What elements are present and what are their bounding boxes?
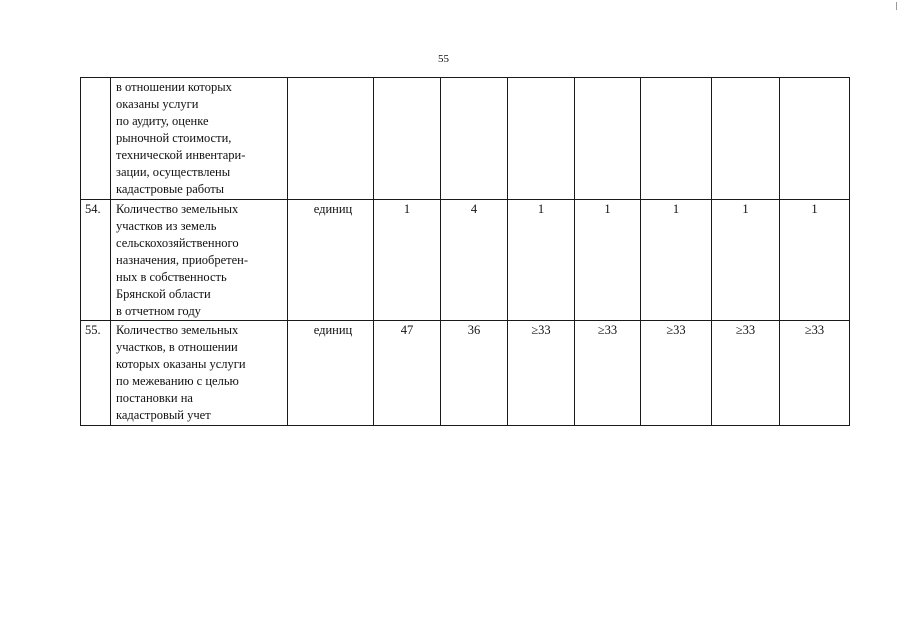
value-cell: 1 [780,200,850,321]
page-number: 55 [438,53,449,65]
value-cell [641,78,712,200]
row-number: 55. [81,321,111,426]
table-row [81,78,850,200]
value-cell: 47 [374,321,441,426]
value-cell: ≥33 [712,321,780,426]
page-edge-mark [896,2,897,10]
value-cell: 36 [441,321,508,426]
table-row [81,200,850,321]
value-cell: ≥33 [508,321,575,426]
indicator-description: Количество земельных участков из земель сельскохозяйственного назначения, приобретен- ных в собственность Брянской области в отчетном году [111,200,288,321]
value-cell: ≥33 [641,321,712,426]
value-cell [374,78,441,200]
value-cell: 1 [575,200,641,321]
value-cell: ≥33 [575,321,641,426]
value-cell: 1 [374,200,441,321]
unit-cell [288,78,374,200]
value-cell [508,78,575,200]
indicators-table [80,77,850,426]
table-row [81,321,850,426]
value-cell [712,78,780,200]
indicator-description: Количество земельных участков, в отношении которых оказаны услуги по межеванию с целью постановки на кадастровый учет [111,321,288,426]
value-cell: ≥33 [780,321,850,426]
row-number [81,78,111,200]
value-cell: 1 [508,200,575,321]
value-cell: 1 [641,200,712,321]
value-cell [441,78,508,200]
unit-cell: единиц [288,321,374,426]
value-cell: 4 [441,200,508,321]
value-cell [575,78,641,200]
indicator-description: в отношении которых оказаны услуги по аудиту, оценке рыночной стоимости, технической инвентари- зации, осуществлены кадастровые работы [111,78,288,200]
unit-cell: единиц [288,200,374,321]
value-cell [780,78,850,200]
row-number: 54. [81,200,111,321]
value-cell: 1 [712,200,780,321]
